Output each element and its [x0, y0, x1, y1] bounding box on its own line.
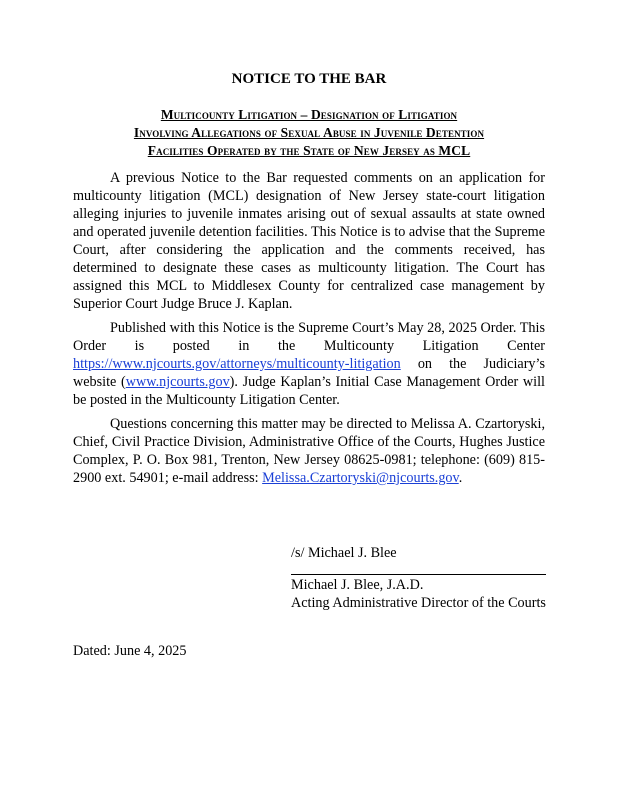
- njcourts-website-link[interactable]: www.njcourts.gov: [125, 374, 230, 390]
- contact-email-link[interactable]: Melissa.Czartoryski@njcourts.gov: [262, 470, 459, 486]
- signatory-name: Michael J. Blee, J.A.D.: [291, 577, 424, 593]
- subtitle-line-2: Involving Allegations of Sexual Abuse in Juvenile Detention: [133, 125, 485, 140]
- dated-line: Dated: June 4, 2025: [73, 643, 187, 659]
- signature-line: [291, 574, 546, 575]
- paragraph-designation: A previous Notice to the Bar requested comments on an application for multicounty litigation (MCL) designation of New Jersey state-court litigation alleging injuries to juvenile inmates arising out of sexual assaults at state owned and operated juvenile detention facilities. This Notice is to advise that the Supreme Court, after considering the application and the comments received, has determined to designate these cases as multicounty litigation. The Court has assigned this MCL to Middlesex County for centralized case management by Superior Court Judge Bruce J. Kaplan.: [73, 170, 545, 312]
- mcl-center-link[interactable]: https://www.njcourts.gov/attorneys/multicounty-litigation: [73, 356, 401, 372]
- notice-subtitle: [0, 106, 618, 160]
- paragraph-contact: [73, 415, 545, 487]
- signature-slash-s: /s/ Michael J. Blee: [291, 545, 397, 561]
- paragraph-order: [73, 319, 545, 409]
- subtitle-line-3: Facilities Operated by the State of New Jersey as MCL: [147, 143, 471, 158]
- subtitle-line-1: Multicounty Litigation – Designation of Litigation: [160, 107, 458, 122]
- signatory-title: Acting Administrative Director of the Courts: [291, 595, 546, 611]
- paragraph-contact-text-b: .: [458, 470, 463, 486]
- paragraph-order-text-c: ). Judge Kaplan’s Initial Case Management Order will be posted in the Multicounty Litigation Center.: [73, 374, 545, 408]
- paragraph-order-text-b: on the Judiciary’s website (: [73, 356, 545, 390]
- paragraph-order-text-a: Published with this Notice is the Supreme Court’s May 28, 2025 Order. This Order is posted in the Multicounty Litigation Center: [73, 320, 545, 354]
- paragraph-contact-text-a: Questions concerning this matter may be directed to Melissa A. Czartoryski, Chief, Civil Practice Division, Administrative Office of the Courts, Hughes Justice Complex, P. O. Box 981, Trenton, New Jersey 08625-0981; telephone: (609) 815-2900 ext. 54901; e-mail address:: [73, 416, 545, 486]
- notice-title: NOTICE TO THE BAR: [231, 71, 387, 87]
